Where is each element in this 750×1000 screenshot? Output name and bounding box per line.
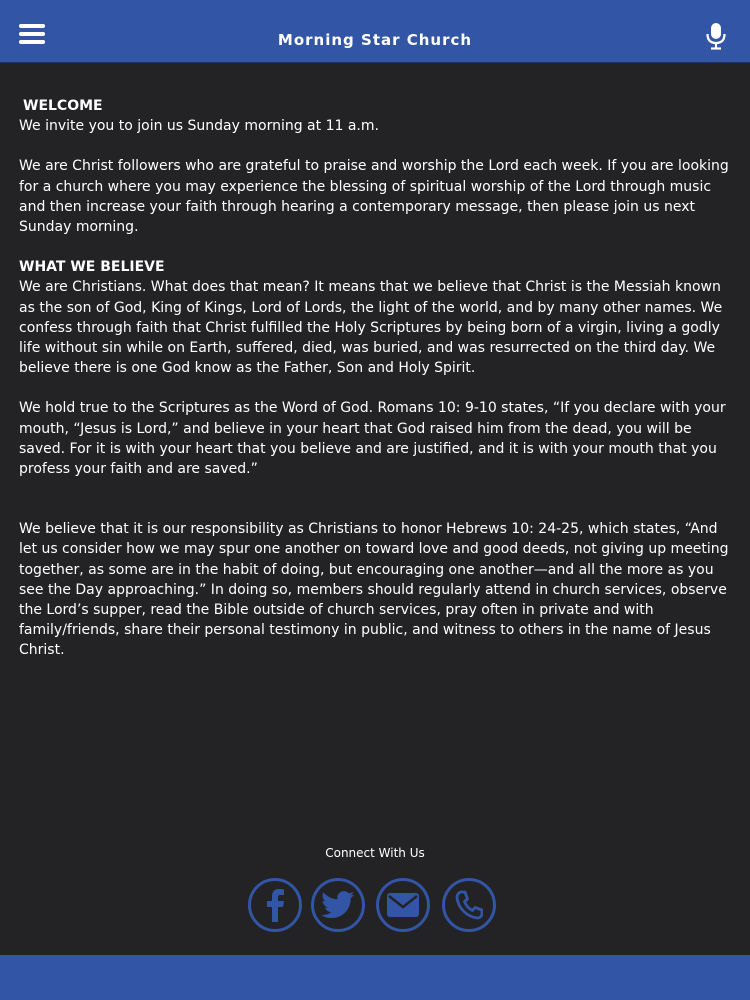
beliefs-paragraph: We are Christians. What does that mean? It means that we believe that Christ is the Messiah known as the son of God, King of Kings, Lord of Lords, the light of the world, and by many other names. We confess through faith that Christ fulfilled the Holy Scriptures by being born of a virgin, living a godly life without sin while on Earth, suffered, died, was buried, and was resurrected on the third day. We believe there is one God know as the Father, Son and Holy Spirit. [19,279,723,377]
app-header [0,0,750,63]
welcome-heading: WELCOME [23,98,103,114]
footer-bar [0,955,750,1000]
page-title: Morning Star Church [277,31,473,49]
intro-paragraph: We are Christ followers who are grateful to praise and worship the Lord each week. If you are looking for a church where you may experience the blessing of spiritual worship of the Lord through music and then increase your faith through hearing a contemporary message, then please join us next Sunday morning. [19,158,729,236]
microphone-icon[interactable] [705,22,727,50]
facebook-icon[interactable] [248,878,302,932]
beliefs-heading: WHAT WE BELIEVE [19,259,165,276]
connect-label: Connect With Us [325,846,425,860]
welcome-text: We invite you to join us Sunday morning at 11 a.m. [19,118,379,135]
phone-icon[interactable] [442,878,496,932]
responsibility-paragraph: We believe that it is our responsibility as Christians to honor Hebrews 10: 24-25, which states, “And let us consider how we may spur one another on toward love and good deeds, not giving up meeting together, as some are in the habit of doing, but encouraging one another—and all the more as you see the Day approaching.” In doing so, members should regularly attend in church services, observe the Lord’s supper, read the Bible outside of church services, pray often in private and with family/friends, share their personal testimony in public, and witness to others in the name of Jesus Christ. [19,521,729,659]
twitter-icon[interactable] [311,878,365,932]
email-icon[interactable] [376,878,430,932]
scripture-paragraph: We hold true to the Scriptures as the Word of God. Romans 10: 9-10 states, “If you declare with your mouth, “Jesus is Lord,” and believe in your heart that God raised him from the dead, you will be saved. For it is with your heart that you believe and are justified, and it is with your mouth that you profess your faith and are saved.” [19,400,726,478]
main-content [19,96,735,661]
